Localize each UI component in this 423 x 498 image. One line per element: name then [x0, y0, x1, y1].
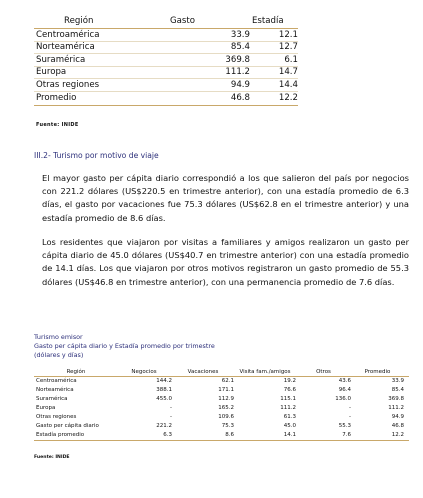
row-region: Gasto per cápita diario [36, 422, 99, 429]
row-region: Centroamérica [36, 378, 77, 385]
table-header-row [34, 362, 409, 376]
header-otros: Otros [316, 368, 331, 375]
table-row [34, 42, 298, 55]
total-row [34, 92, 298, 105]
row-negocios: 221.2 [156, 422, 172, 429]
row-region: Otras regiones [36, 79, 100, 90]
row-otros: - [349, 405, 351, 412]
row-negocios: - [170, 414, 172, 420]
row-visita: 111.2 [280, 405, 296, 412]
source-note: Fuente: INIDE [34, 455, 70, 460]
table-units: (dólares y días) [34, 351, 84, 359]
row-visita: 115.1 [280, 396, 296, 403]
row-promedio: 85.4 [391, 387, 404, 394]
row-negocios: 6.3 [163, 431, 172, 438]
total-gasto: 46.8 [230, 93, 250, 103]
table-bottom-divider [34, 440, 409, 441]
row-otros: - [349, 414, 351, 420]
table-row [34, 54, 298, 67]
total-label: Promedio [36, 93, 77, 103]
row-vacaciones: 171.1 [218, 387, 234, 394]
row-region: Centroamérica [36, 29, 100, 40]
header-promedio: Promedio [364, 368, 391, 375]
row-gasto: 94.9 [230, 79, 250, 90]
row-gasto: 369.8 [225, 54, 250, 65]
table-bottom-divider [34, 105, 298, 106]
row-region: Europa [36, 405, 56, 412]
row-estadia: 12.1 [278, 29, 298, 40]
row-otros: 96.4 [338, 387, 351, 394]
table-body [34, 377, 409, 439]
row-negocios: 455.0 [156, 396, 172, 403]
row-vacaciones: 62.1 [221, 378, 234, 385]
row-visita: 76.6 [283, 387, 296, 394]
row-promedio: 369.8 [388, 396, 404, 403]
row-gasto: 33.9 [230, 29, 250, 40]
row-gasto: 111.2 [225, 67, 250, 78]
header-region: Región [66, 368, 86, 375]
row-vacaciones: 109.6 [218, 414, 234, 420]
row-otros: 7.6 [342, 431, 351, 438]
row-estadia: 14.7 [278, 67, 298, 78]
row-region: Suramérica [36, 396, 68, 403]
row-negocios: - [170, 405, 172, 412]
total-estadia: 12.2 [278, 93, 298, 103]
table-row [34, 421, 409, 430]
row-region: Norteamérica [36, 387, 74, 394]
table-row [34, 67, 298, 80]
header-vacaciones: Vacaciones [187, 368, 219, 375]
row-promedio: 46.8 [391, 422, 404, 429]
row-otros: 55.3 [338, 422, 351, 429]
table-title: Turismo emisor [34, 333, 83, 341]
table-row [34, 29, 298, 42]
row-otros: 43.6 [338, 378, 351, 385]
header-estadia: Estadía [252, 16, 284, 26]
row-estadia: 14.4 [278, 79, 298, 90]
table-row [34, 386, 409, 395]
header-visita: Visita fam./amigos [239, 368, 291, 375]
row-promedio: 33.9 [391, 378, 404, 385]
table-row [34, 377, 409, 386]
row-estadia: 6.1 [284, 54, 298, 65]
row-region: Estadía promedio [36, 431, 85, 438]
table-subtitle: Gasto per cápita diario y Estadía promedio por trimestre [34, 342, 215, 350]
row-promedio: 94.9 [391, 414, 404, 420]
row-visita: 19.2 [283, 378, 296, 385]
header-region: Región [64, 16, 94, 26]
row-vacaciones: 112.9 [218, 396, 234, 403]
table-row [34, 404, 409, 413]
row-visita: 45.0 [283, 422, 296, 429]
expense-by-purpose-table [34, 362, 409, 441]
row-negocios: 388.1 [156, 387, 172, 394]
row-visita: 61.3 [283, 414, 296, 420]
row-gasto: 85.4 [230, 42, 250, 53]
row-visita: 14.1 [283, 431, 296, 438]
row-promedio: 12.2 [391, 431, 404, 438]
table-row [34, 79, 298, 92]
header-negocios: Negocios [131, 368, 157, 375]
table-row [34, 413, 409, 422]
source-note: Fuente: INIDE [36, 122, 79, 128]
row-promedio: 111.2 [388, 405, 404, 412]
row-vacaciones: 165.2 [218, 405, 234, 412]
section-heading: III.2- Turismo por motivo de viaje [34, 151, 159, 160]
table-row [34, 395, 409, 404]
row-estadia: 12.7 [278, 42, 298, 53]
row-otros: 136.0 [335, 396, 351, 403]
header-gasto: Gasto [170, 16, 196, 26]
row-region: Otras regiones [36, 414, 77, 420]
table-header-row [34, 14, 298, 28]
row-negocios: 144.2 [156, 378, 172, 385]
body-paragraph: El mayor gasto per cápita diario correspondió a los que salieron del país por negocios con 221.2 dólares (US$220.5 en trimestre anterior), con una estadía promedio de 6.3 días, el gasto por vacaciones fue 75.3 dólares (US$62.8 en el trimestre anterior) y una estadía promedio de 8.6 días. [42, 173, 409, 223]
row-region: Europa [36, 67, 67, 78]
row-region: Norteamérica [36, 42, 95, 53]
body-paragraph: Los residentes que viajaron por visitas a familiares y amigos realizaron un gasto per cápita diario de 45.0 dólares (US$40.7 en trimestre anterior) con una estadía promedio de 14.1 días. Los que viajaron por otros motivos registraron un gasto promedio de 55.3 dólares (US$46.8 en trimestre anterior), con una permanencia promedio de 7.6 días. [42, 237, 409, 287]
row-vacaciones: 75.3 [221, 422, 234, 429]
row-region: Suramérica [36, 54, 86, 65]
table-row [34, 430, 409, 439]
row-vacaciones: 8.6 [225, 431, 234, 438]
region-summary-table [34, 14, 298, 106]
